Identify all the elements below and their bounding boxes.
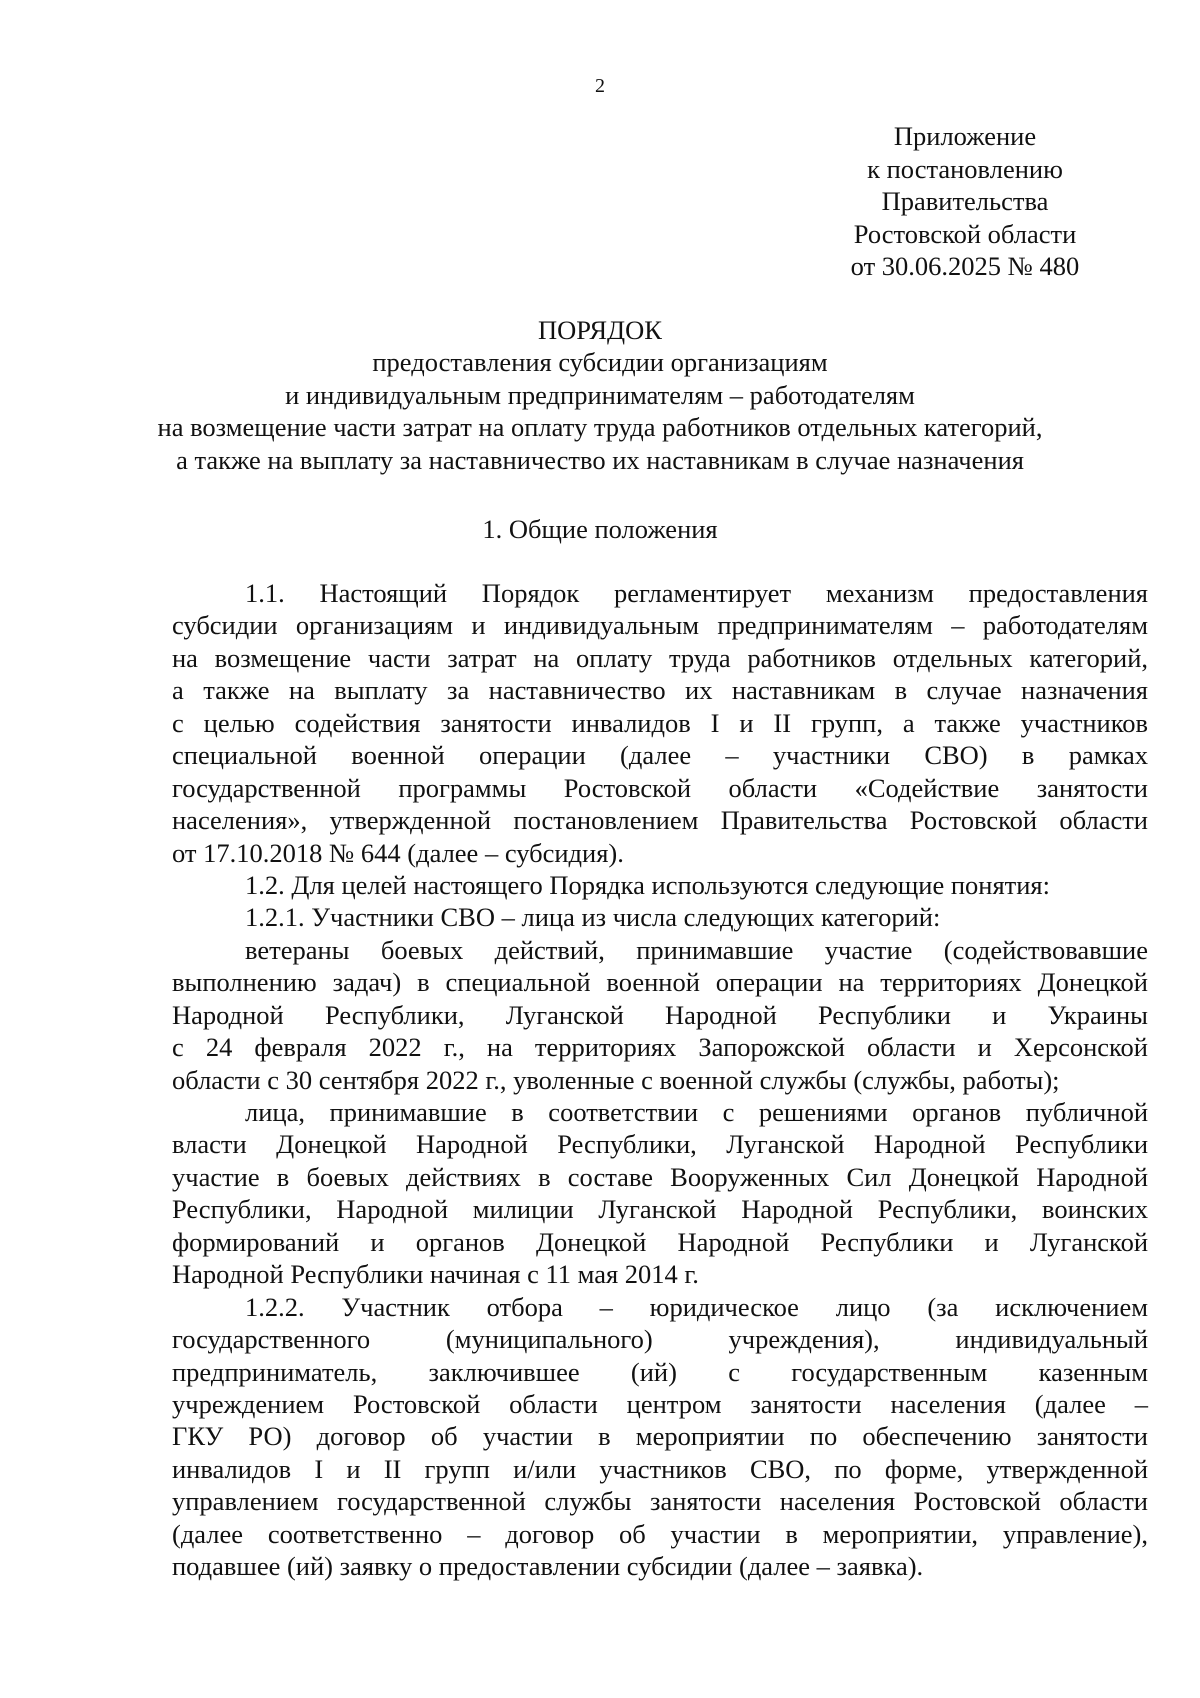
body-line: ветераны боевых действий, принимавшие участие (содействовавшие — [245, 934, 1148, 965]
body-line: подавшее (ий) заявку о предоставлении субсидии (далее – заявка). — [172, 1551, 924, 1582]
appendix-line: к постановлению — [867, 153, 1063, 184]
body-line: области с 30 сентября 2022 г., уволенные с военной службы (службы, работы); — [172, 1064, 1060, 1095]
section-heading: 1. Общие положения — [482, 514, 718, 544]
body-line: (далее соответственно – договор об участии в мероприятии, управление), — [172, 1518, 1148, 1549]
body-line: предприниматель, заключившее (ий) с государственным казенным — [172, 1356, 1148, 1387]
body-line: 1.1. Настоящий Порядок регламентирует механизм предоставления — [245, 578, 1148, 608]
subtitle-line: на возмещение части затрат на оплату труда работников отдельных категорий, — [157, 412, 1043, 442]
body-line: Народной Республики, Луганской Народной Республики и Украины — [172, 999, 1148, 1030]
body-line: от 17.10.2018 № 644 (далее – субсидия). — [172, 837, 624, 868]
body-line: учреждением Ростовской области центром занятости населения (далее – — [172, 1388, 1148, 1419]
subtitle-line: а также на выплату за наставничество их наставникам в случае назначения — [176, 444, 1024, 475]
body-line: инвалидов I и II групп и/или участников СВО, по форме, утвержденной — [172, 1453, 1148, 1484]
body-line: власти Донецкой Народной Республики, Луганской Народной Республики — [172, 1129, 1148, 1160]
appendix-line: Приложение — [893, 121, 1037, 151]
body-line: выполнению задач) в специальной военной операции на территориях Донецкой — [172, 967, 1148, 998]
body-line: участие в боевых действиях в составе Вооруженных Сил Донецкой Народной — [172, 1161, 1148, 1192]
body-line: государственного (муниципального) учреждения), индивидуальный — [172, 1324, 1148, 1355]
body-line: Народной Республики начиная с 11 мая 2014 г. — [172, 1259, 699, 1290]
document-body — [172, 577, 1148, 1583]
appendix-line: Правительства — [881, 186, 1049, 216]
body-line: населения», утвержденной постановлением Правительства Ростовской области — [172, 805, 1148, 836]
body-line: 1.2. Для целей настоящего Порядка используются следующие понятия: — [245, 869, 1050, 900]
document-subtitle — [0, 346, 1200, 476]
body-line: государственной программы Ростовской области «Содействие занятости — [172, 772, 1148, 803]
body-line: управлением государственной службы занятости населения Ростовской области — [172, 1486, 1148, 1517]
body-line: 1.2.1. Участники СВО – лица из числа следующих категорий: — [245, 902, 941, 933]
body-line: Республики, Народной милиции Луганской Народной Республики, воинских — [172, 1194, 1148, 1225]
body-line: ГКУ РО) договор об участии в мероприятии по обеспечению занятости — [172, 1421, 1148, 1452]
body-line: лица, принимавшие в соответствии с решениями органов публичной — [245, 1097, 1148, 1127]
body-line: на возмещение части затрат на оплату труда работников отдельных категорий, — [172, 642, 1148, 673]
document-title: ПОРЯДОК — [538, 315, 662, 345]
body-line: специальной военной операции (далее – участники СВО) в рамках — [172, 740, 1148, 771]
appendix-line: Ростовской области — [853, 218, 1077, 249]
body-line: субсидии организациям и индивидуальным предпринимателям – работодателям — [172, 610, 1148, 641]
body-line: с 24 февраля 2022 г., на территориях Запорожской области и Херсонской — [172, 1032, 1148, 1063]
appendix-block — [800, 120, 1130, 283]
appendix-line: от 30.06.2025 № 480 — [850, 251, 1080, 281]
body-line: 1.2.2. Участник отбора – юридическое лицо (за исключением — [245, 1291, 1148, 1322]
subtitle-line: и индивидуальным предпринимателям – работодателям — [285, 379, 915, 410]
subtitle-line: предоставления субсидии организациям — [372, 347, 828, 377]
body-line: формирований и органов Донецкой Народной Республики и Луганской — [172, 1226, 1148, 1257]
body-line: с целью содействия занятости инвалидов I и II групп, а также участников — [172, 707, 1148, 738]
page-number: 2 — [595, 75, 605, 97]
body-line: а также на выплату за наставничество их наставникам в случае назначения — [172, 675, 1148, 706]
